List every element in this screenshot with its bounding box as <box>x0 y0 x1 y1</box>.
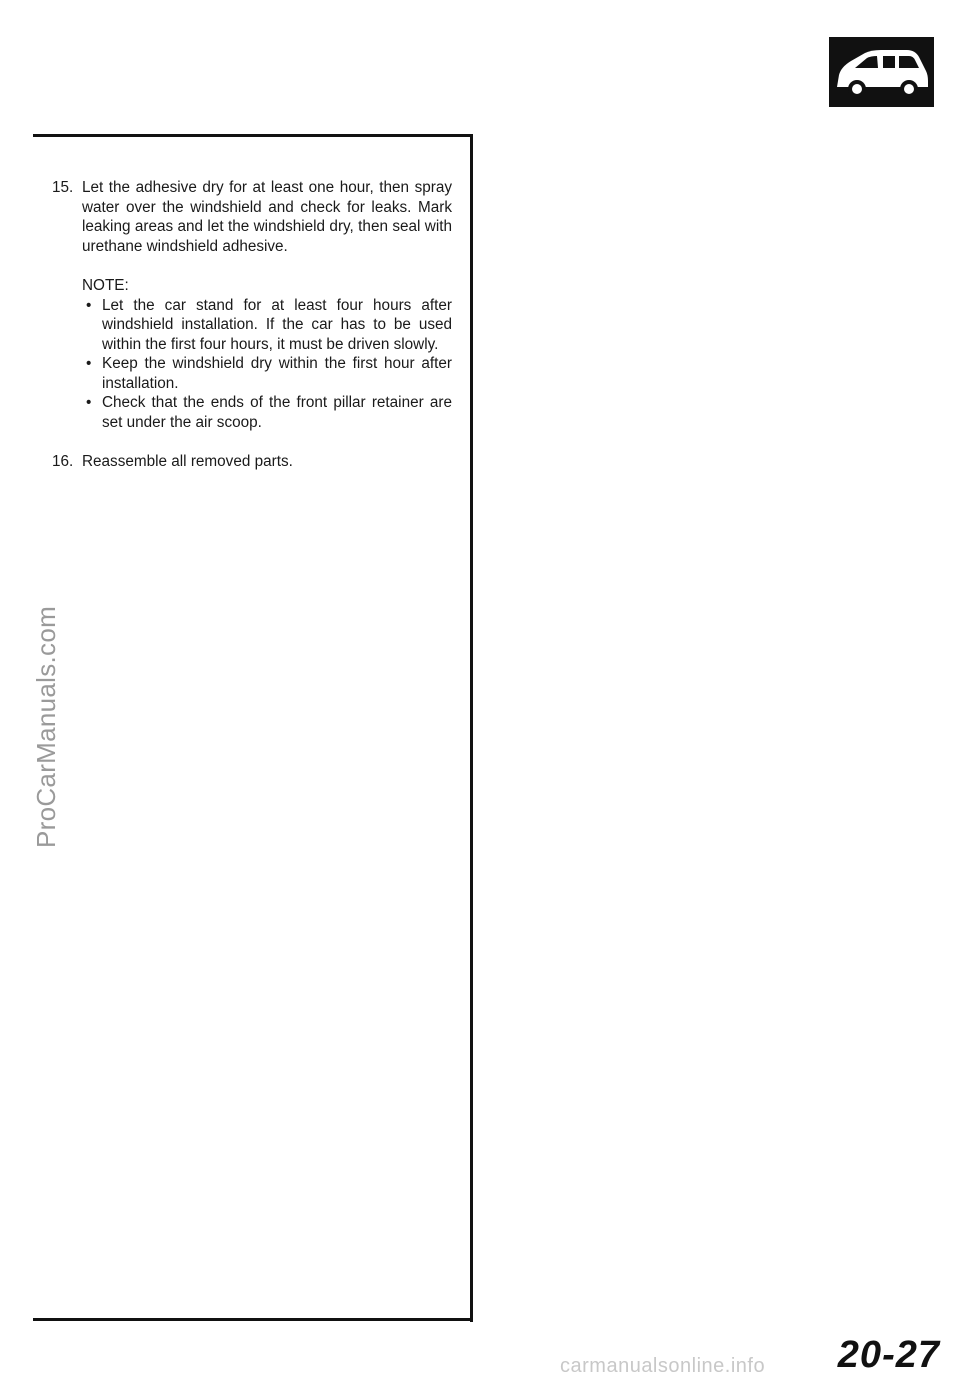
car-icon <box>829 37 934 107</box>
step-number: 16. <box>52 453 74 470</box>
bullet-dot: • <box>86 394 92 411</box>
note-block <box>82 276 452 432</box>
note-title: NOTE: <box>82 277 129 294</box>
bottom-watermark: carmanualsonline.info <box>560 1355 766 1377</box>
frame-top-rule <box>33 134 473 137</box>
step-16 <box>52 452 452 472</box>
bullet-dot: • <box>86 355 92 372</box>
step-15 <box>52 178 452 256</box>
bullet-text: Keep the windshield dry within the first hour after installation. <box>102 355 452 392</box>
frame-bottom-rule <box>33 1318 473 1321</box>
note-bullet <box>82 354 452 393</box>
procedure-content <box>52 178 452 472</box>
note-bullet <box>82 393 452 432</box>
bullet-text: Check that the ends of the front pillar retainer are set under the air scoop. <box>102 394 452 431</box>
step-text: Reassemble all removed parts. <box>82 453 293 470</box>
note-bullet <box>82 296 452 355</box>
bullet-dot: • <box>86 296 92 314</box>
car-badge <box>829 37 934 107</box>
page-number: 20-27 <box>837 1334 940 1376</box>
bullet-text: Let the car stand for at least four hours after windshield installation. If the car has to be used within the first four hours, it must be driven slowly. <box>102 296 452 353</box>
step-text: Let the adhesive dry for at least one hour, then spray water over the windshield and check for leaks. Mark leaking areas and let the windshield dry, then seal with urethane windshield adhesive. <box>82 179 452 255</box>
side-watermark: ProCarManuals.com <box>31 605 61 848</box>
frame-right-rule <box>470 134 473 1322</box>
step-number: 15. <box>52 179 74 196</box>
